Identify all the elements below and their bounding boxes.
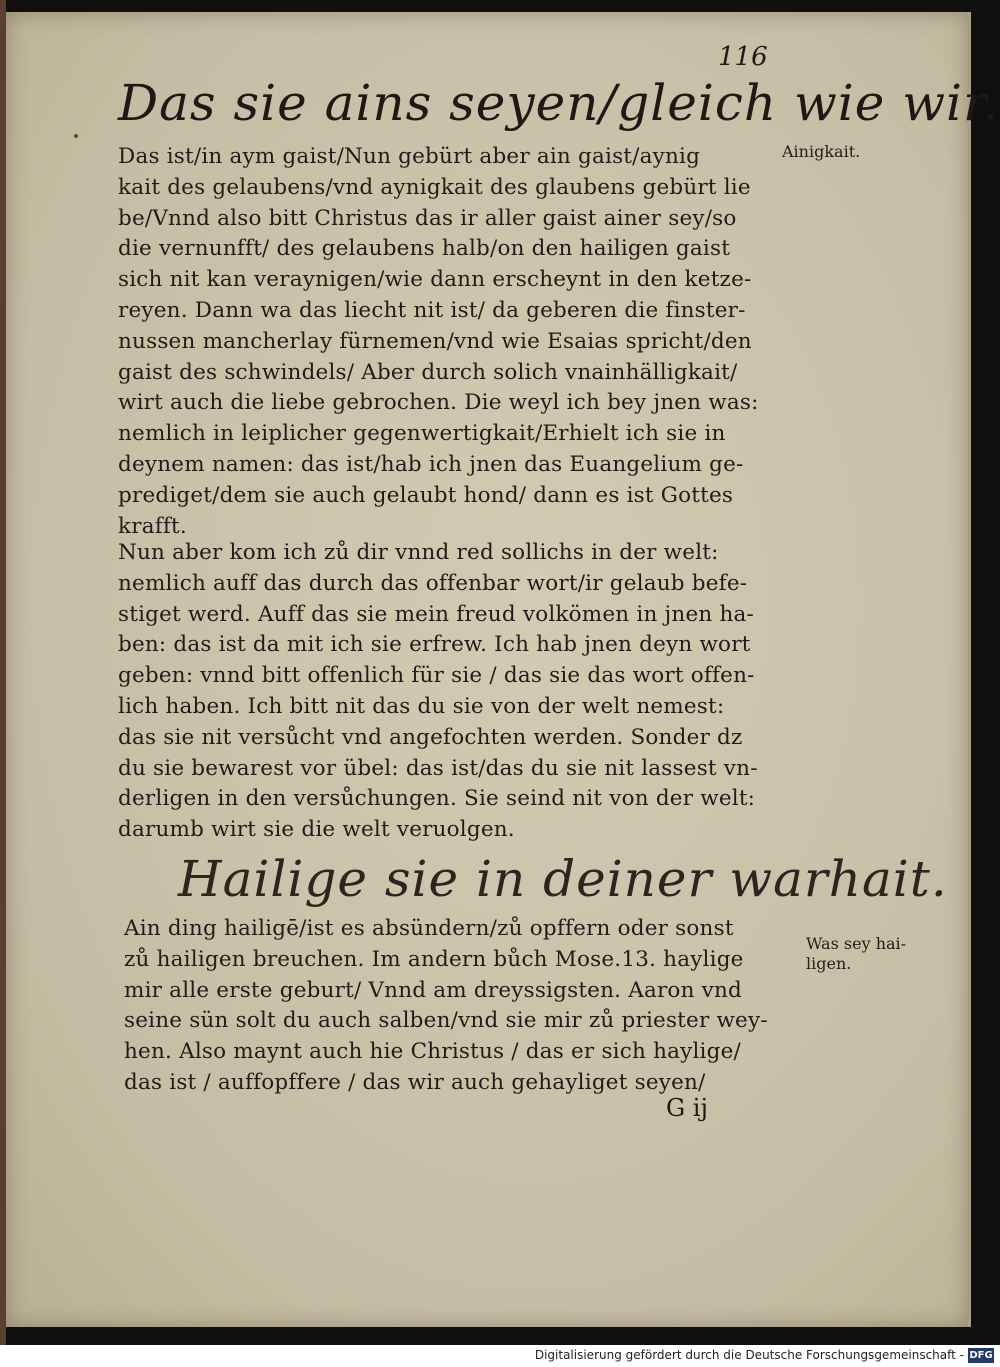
text-line: die vernunfft/ des gelaubens halb/on den hailigen gaist bbox=[118, 236, 731, 262]
paragraph-1 bbox=[118, 142, 759, 542]
text-line: be/Vnnd also bitt Christus das ir aller gaist ainer sey/so bbox=[118, 205, 737, 231]
text-line: lich haben. Ich bitt nit das du sie von der welt nemest: bbox=[118, 693, 725, 719]
section-heading-2: Hailige sie in deiner warhait. bbox=[178, 850, 948, 908]
margin-note-ainigkait: Ainigkait. bbox=[782, 142, 861, 161]
dfg-logo: DFG bbox=[969, 1350, 993, 1361]
text-line: nemlich auff das durch das offenbar wort/ir gelaub befe- bbox=[118, 570, 748, 596]
paragraph-2 bbox=[118, 538, 758, 846]
text-line: seine sün solt du auch salben/vnd sie mir zů priester wey- bbox=[124, 1008, 768, 1034]
text-line: stiget werd. Auff das sie mein freud volkömen in jnen ha- bbox=[118, 601, 754, 627]
text-line: mir alle erste geburt/ Vnnd am dreyssigsten. Aaron vnd bbox=[124, 977, 743, 1003]
text-line: Nun aber kom ich zů dir vnnd red sollichs in der welt: bbox=[118, 540, 719, 565]
text-line: sich nit kan veraynigen/wie dann erscheynt in den ketze- bbox=[118, 267, 752, 293]
footer-bar bbox=[0, 1345, 1000, 1367]
text-line: derligen in den versůchungen. Sie seind nit von der welt: bbox=[118, 786, 756, 812]
text-line: kait des gelaubens/vnd aynigkait des glaubens gebürt lie bbox=[118, 174, 751, 200]
page-number: 116 bbox=[718, 42, 768, 72]
text-line: prediget/dem sie auch gelaubt hond/ dann es ist Gottes bbox=[118, 482, 734, 508]
text-line: hen. Also maynt auch hie Christus / das er sich haylige/ bbox=[124, 1039, 741, 1065]
text-line: reyen. Dann wa das liecht nit ist/ da geberen die finster- bbox=[118, 297, 746, 323]
text-line: Das ist/in aym gaist/Nun gebürt aber ain gaist/aynig bbox=[118, 144, 701, 169]
section-heading-1: Das sie ains seyen/gleich wie wir. bbox=[118, 74, 1000, 132]
text-line: nussen mancherlay fürnemen/vnd wie Esaias spricht/den bbox=[118, 328, 752, 354]
text-line: Ain ding hailigē/ist es absündern/zů opffern oder sonst bbox=[124, 916, 734, 941]
text-line: ben: das ist da mit ich sie erfrew. Ich hab jnen deyn wort bbox=[118, 632, 751, 658]
text-line: geben: vnnd bitt offenlich für sie / das sie das wort offen- bbox=[118, 663, 755, 689]
text-line: das sie nit versůcht vnd angefochten werden. Sonder dz bbox=[118, 724, 743, 750]
funding-credit: Digitalisierung gefördert durch die Deutsche Forschungsgemeinschaft - bbox=[534, 1348, 964, 1362]
text-line: gaist des schwindels/ Aber durch solich vnainhälligkait/ bbox=[118, 359, 738, 385]
text-line: nemlich in leiplicher gegenwertigkait/Erhielt ich sie in bbox=[118, 421, 726, 447]
margin-note-hailigen: Was sey hai-ligen. bbox=[806, 934, 907, 973]
text-line: darumb wirt sie die welt veruolgen. bbox=[118, 817, 515, 843]
paragraph-3 bbox=[124, 914, 768, 1099]
ink-spot bbox=[74, 134, 78, 138]
signature-mark: G ij bbox=[666, 1094, 708, 1122]
text-line: deynem namen: das ist/hab ich jnen das Euangelium ge- bbox=[118, 451, 744, 477]
book-page bbox=[6, 12, 1000, 1327]
text-line: das ist / auffopffere / das wir auch gehayliget seyen/ bbox=[124, 1069, 706, 1095]
text-line: zů hailigen breuchen. Im andern bůch Mose.13. haylige bbox=[124, 946, 744, 972]
text-line: krafft. bbox=[118, 513, 187, 539]
text-line: wirt auch die liebe gebrochen. Die weyl ich bey jnen was: bbox=[118, 390, 759, 416]
text-line: du sie bewarest vor übel: das ist/das du sie nit lassest vn- bbox=[118, 755, 758, 781]
